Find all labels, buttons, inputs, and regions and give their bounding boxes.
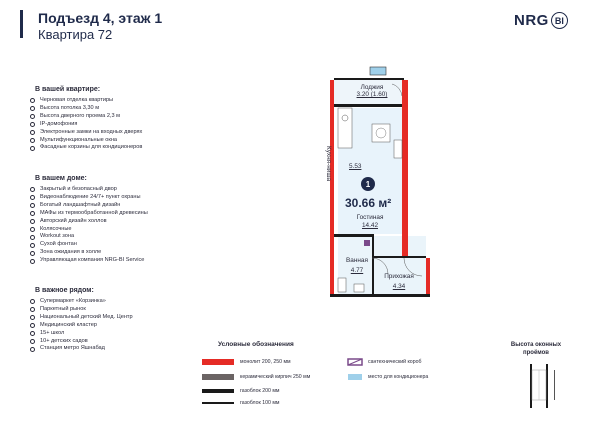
room-name: Гостиная: [356, 214, 384, 221]
window-wall-right: [546, 364, 548, 408]
legend-swatch-ac: [348, 374, 362, 380]
room-label-bath: [343, 256, 371, 276]
page-title: Подъезд 4, этаж 1: [38, 10, 163, 26]
legend-item-gasblock100: газоблок 100 мм: [240, 400, 280, 406]
list-item: Закрытый и безопасный двор: [30, 186, 148, 194]
section-title-nearby: В важное рядом:: [35, 287, 94, 294]
window-height-line2: проёмов: [522, 350, 549, 356]
window-height-line1: Высота оконных: [510, 342, 562, 348]
list-item: Мультифункциональные окна: [30, 137, 142, 145]
wardrobe-icon: [394, 140, 402, 158]
bottom-wall: [330, 294, 430, 297]
room-name: Лоджия: [360, 84, 384, 91]
room-name: Ванная: [346, 257, 368, 264]
apartment-subtitle: Квартира 72: [38, 27, 113, 42]
room-area: 4.77: [350, 267, 364, 274]
room-label-kitchen: Кухня-ниша: [325, 146, 332, 182]
list-item: 10+ детских садов: [30, 338, 133, 346]
list-item: Workout зона: [30, 233, 148, 241]
list-item: 15+ школ: [30, 330, 133, 338]
list-item: Национальный детский Мед. Центр: [30, 314, 133, 322]
list-item: Черновая отделка квартиры: [30, 97, 142, 105]
list-item: Медицинский кластер: [30, 322, 133, 330]
ac-place-icon: [370, 67, 386, 75]
legend-item-brick: керамический кирпич 250 мм: [240, 374, 311, 380]
room-area: 3.20 (1.60): [356, 91, 388, 98]
loggia-divider-wall: [334, 104, 402, 107]
legend-swatch-monolith: [202, 359, 234, 365]
table-icon: [372, 124, 390, 142]
legend-item-ac: место для кондиционера: [368, 374, 429, 380]
list-item: Станция метро Яшнабад: [30, 345, 133, 353]
window-wall-left: [530, 364, 532, 408]
legend-title: Условные обозначения: [218, 341, 294, 348]
room-name: Прихожая: [384, 273, 414, 280]
list-item: Видеонаблюдение 24/7+ пункт охраны: [30, 194, 148, 202]
legend-item-gasblock200: газоблок 200 мм: [240, 388, 280, 394]
list-item: Паркетный рынок: [30, 306, 133, 314]
room-label-loggia: [352, 84, 392, 98]
top-wall: [334, 78, 404, 80]
kitchen-counter: [338, 108, 352, 148]
list-item: Авторский дизайн холлов: [30, 218, 148, 226]
section-title-building: В вашем доме:: [35, 175, 87, 182]
legend-swatch-brick: [202, 374, 234, 380]
legend-item-plumbing: сантехнический короб: [368, 359, 422, 365]
room-area: 14.42: [362, 222, 378, 229]
list-item: Колясочные: [30, 226, 148, 234]
sink-icon: [354, 284, 364, 292]
list-item: Сухой фонтан: [30, 241, 148, 249]
bathtub-icon: [338, 278, 346, 292]
logo-badge: BI: [551, 12, 568, 29]
list-item: Высота потолка 3,30 м: [30, 105, 142, 113]
list-item: МАФы из термообработанной древесины: [30, 210, 148, 218]
apartment-number-badge: 1: [361, 177, 375, 191]
total-area: 30.66 м²: [345, 196, 392, 210]
legend-swatch-gasblock100: [202, 402, 234, 404]
list-item: Управляющая компания NRG-BI Service: [30, 257, 148, 265]
list-item: Фасадные корзины для кондиционеров: [30, 144, 142, 152]
monolith-wall-hall: [426, 258, 430, 296]
window-dimension-line: [554, 370, 555, 400]
room-label-hall: [376, 272, 422, 292]
bath-wall-top: [334, 234, 374, 237]
list-item: Супермаркет «Корзинка»: [30, 298, 133, 306]
legend-swatch-gasblock200: [202, 389, 234, 393]
list-item: Богатый ландшафтный дизайн: [30, 202, 148, 210]
list-item: Зона ожидания в холле: [30, 249, 148, 257]
list-item: IP-домофония: [30, 121, 142, 129]
list-item: Высота дверного проема 2,3 м: [30, 113, 142, 121]
monolith-wall-left: [330, 80, 334, 296]
list-item: Электронные замки на входных дверях: [30, 129, 142, 137]
section-title-apartment: В вашей квартире:: [35, 86, 101, 93]
room-area: 4.34: [392, 283, 406, 290]
plumbing-box-icon: [364, 240, 370, 246]
room-label-living: [350, 214, 390, 230]
room-area-kitchen: 5.53: [349, 163, 362, 170]
bath-wall-right: [372, 236, 374, 294]
window-height-title: [506, 341, 566, 357]
logo-text: NRG: [514, 12, 549, 29]
hall-wall-top: [374, 256, 426, 258]
monolith-wall-right: [402, 80, 408, 258]
legend-item-monolith: монолит 200, 250 мм: [240, 359, 291, 365]
